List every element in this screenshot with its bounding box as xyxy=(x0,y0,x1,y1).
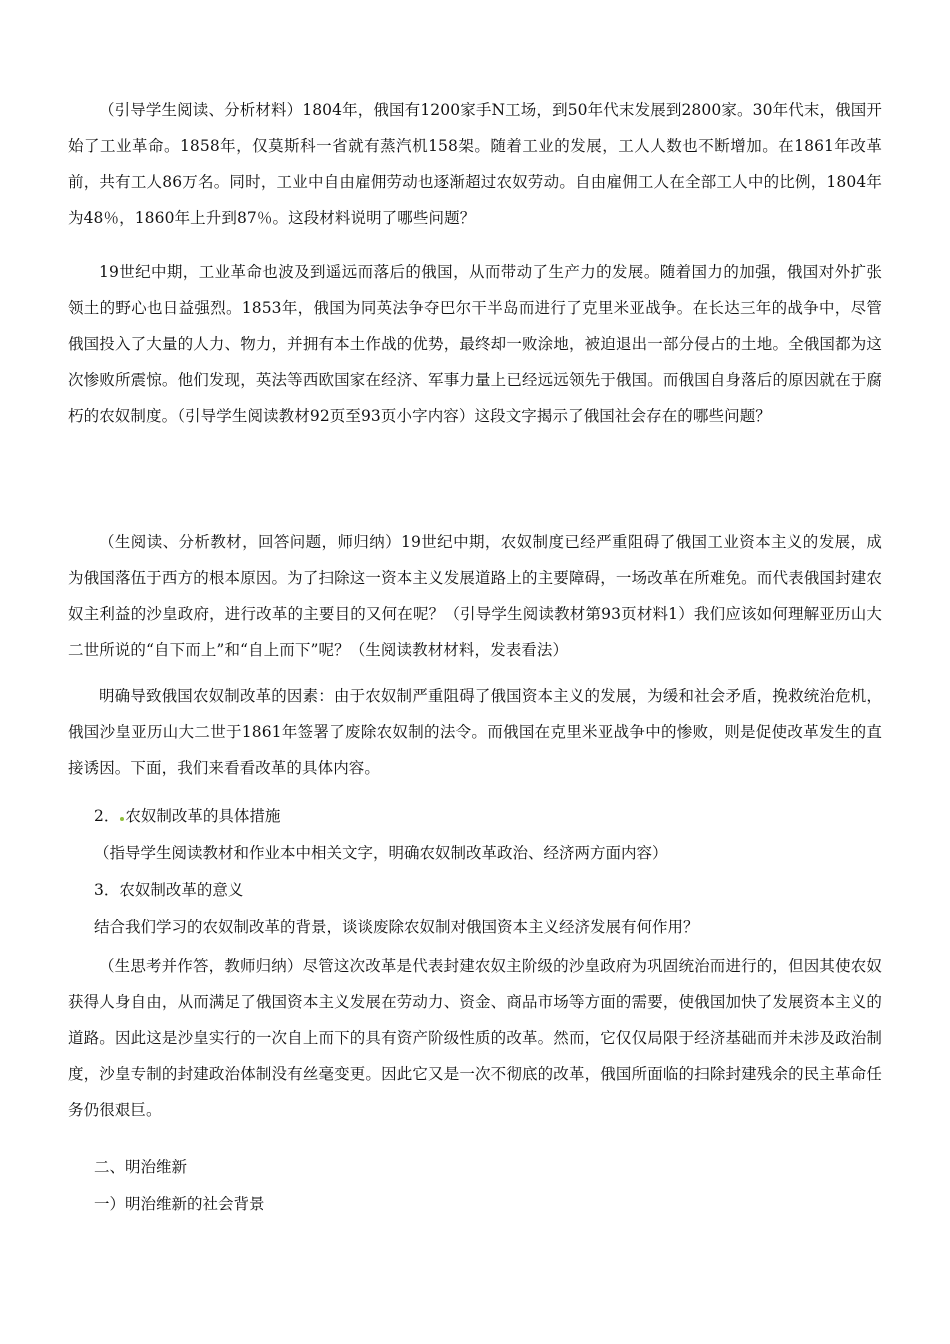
paragraph-student-analysis: （生阅读、分析教材，回答问题，师归纳）19世纪中期，农奴制度已经严重阻碍了俄国工业资本主义的发展，成为俄国落伍于西方的根本原因。为了扫除这一资本主义发展道路上的主要障碍，一场改革在所难免。而代表俄国封建农奴主利益的沙皇政府，进行改革的主要目的又何在呢？（引导学生阅读教材第93页材料1）我们应该如何理解亚历山大二世所说的“自下而上”和“自上而下”呢？（生阅读教材材料，发表看法） xyxy=(68,533,882,659)
heading-number: 2． xyxy=(94,807,120,825)
heading-reform-measures xyxy=(68,801,882,831)
heading-reform-significance: 3．农奴制改革的意义 xyxy=(94,881,244,899)
section-heading-meiji-restoration: 二、明治维新 xyxy=(94,1158,188,1176)
bullet-mark-icon xyxy=(120,817,124,821)
heading-text: 农奴制改革的具体措施 xyxy=(125,807,281,825)
paragraph-reform-factors: 明确导致俄国农奴制改革的因素：由于农奴制严重阻碍了俄国资本主义的发展，为缓和社会矛盾，挽救统治危机，俄国沙皇亚历山大二世于1861年签署了废除农奴制的法令。而俄国在克里米亚战争中的惨败，则是促使改革发生的直接诱因。下面，我们来看看改革的具体内容。 xyxy=(68,687,882,777)
paragraph-guidance-note: （指导学生阅读教材和作业本中相关文字，明确农奴制改革政治、经济两方面内容） xyxy=(94,844,668,862)
paragraph-reform-conclusion: （生思考并作答，教师归纳）尽管这次改革是代表封建农奴主阶级的沙皇政府为巩固统治而进行的，但因其使农奴获得人身自由，从而满足了俄国资本主义发展在劳动力、资金、商品市场等方面的需要，使俄国加快了发展资本主义的道路。因此这是沙皇实行的一次自上而下的具有资产阶级性质的改革。然而，它仅仅局限于经济基础而并未涉及政治制度，沙皇专制的封建政治体制没有丝毫变更。因此它又是一次不彻底的改革，俄国所面临的扫除封建残余的民主革命任务仍很艰巨。 xyxy=(68,957,882,1119)
paragraph-russia-industry-material: （引导学生阅读、分析材料）1804年，俄国有1200家手N工场，到50年代末发展到2800家。30年代末，俄国开始了工业革命。1858年，仅莫斯科一省就有蒸汽机158架。随着工业的发展，工人人数也不断增加。在1861年改革前，共有工人86万名。同时，工业中自由雇佣劳动也逐渐超过农奴劳动。自由雇佣工人在全部工人中的比例，1804年为48％，1860年上升到87％。这段材料说明了哪些问题？ xyxy=(68,101,882,227)
subsection-heading-meiji-background: 一）明治维新的社会背景 xyxy=(94,1195,265,1213)
paragraph-discussion-question: 结合我们学习的农奴制改革的背景，谈谈废除农奴制对俄国资本主义经济发展有何作用？ xyxy=(94,918,699,936)
paragraph-russia-crimean-war: 19世纪中期，工业革命也波及到遥远而落后的俄国，从而带动了生产力的发展。随着国力的加强，俄国对外扩张领土的野心也日益强烈。1853年，俄国为同英法争夺巴尔干半岛而进行了克里米亚战争。在长达三年的战争中，尽管俄国投入了大量的人力、物力，并拥有本土作战的优势，最终却一败涂地，被迫退出一部分侵占的土地。全俄国都为这次惨败所震惊。他们发现，英法等西欧国家在经济、军事力量上已经远远领先于俄国。而俄国自身落后的原因就在于腐朽的农奴制度。（引导学生阅读教材92页至93页小字内容）这段文字揭示了俄国社会存在的哪些问题？ xyxy=(68,263,882,425)
